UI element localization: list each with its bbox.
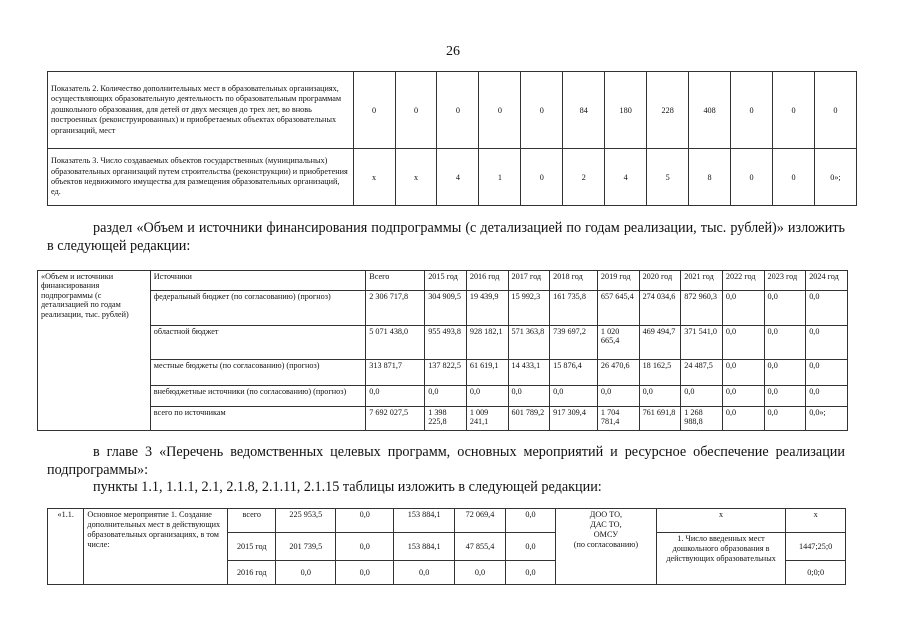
table-cell: 0 — [479, 72, 521, 149]
table-cell: 0,0 — [764, 291, 806, 326]
column-header: Всего — [366, 271, 425, 291]
table-header-row — [38, 271, 848, 291]
table-cell: 0,0»; — [806, 407, 848, 431]
table-cell: 0 — [437, 72, 479, 149]
column-header: 2015 год — [425, 271, 467, 291]
table-cell: 761 691,8 — [639, 407, 681, 431]
table-cell: 225 953,5 — [276, 509, 336, 533]
table-cell: 0,0 — [806, 360, 848, 386]
table-cell: 5 071 438,0 — [366, 326, 425, 360]
table-cell: 137 822,5 — [425, 360, 467, 386]
table-row — [38, 326, 848, 360]
table-cell: 0 — [521, 149, 563, 206]
table-cell: 0,0 — [764, 407, 806, 431]
table-row — [38, 360, 848, 386]
table-cell: 0,0 — [455, 561, 506, 585]
table-cell: 0 — [353, 72, 395, 149]
column-header: 2020 год — [639, 271, 681, 291]
table-cell: 371 541,0 — [681, 326, 723, 360]
table-cell: 84 — [563, 72, 605, 149]
table-cell: 0,0 — [505, 533, 555, 561]
source-label: местные бюджеты (по согласованию) (прогноз) — [150, 360, 365, 386]
table-cell: 19 439,9 — [466, 291, 508, 326]
table-cell: 0,0 — [276, 561, 336, 585]
table-cell: 0,0 — [336, 533, 394, 561]
table-cell: 1 — [479, 149, 521, 206]
table-cell: 0,0 — [764, 360, 806, 386]
table-cell: 571 363,8 — [508, 326, 550, 360]
financing-table — [37, 270, 848, 431]
table-cell: 15 876,4 — [550, 360, 598, 386]
table-cell: 0 — [521, 72, 563, 149]
table-cell: 0,0 — [722, 407, 764, 431]
table-cell: 917 309,4 — [550, 407, 598, 431]
table-cell: 274 034,6 — [639, 291, 681, 326]
table-cell: 0,0 — [466, 386, 508, 407]
table-row — [38, 386, 848, 407]
table-cell: 24 487,5 — [681, 360, 723, 386]
column-header: 2024 год — [806, 271, 848, 291]
paragraph-chapter-3: в главе 3 «Перечень ведомственных целевых программ, основных мероприятий и ресурсное обеспечение реализации подпрограммы»: — [47, 444, 845, 478]
table-row — [38, 291, 848, 326]
table-cell: 0,0 — [639, 386, 681, 407]
table-cell: х — [353, 149, 395, 206]
table-cell: 14 433,1 — [508, 360, 550, 386]
table-cell: 201 739,5 — [276, 533, 336, 561]
table-cell: 872 960,3 — [681, 291, 723, 326]
table-cell: 0 — [731, 149, 773, 206]
table-cell: 61 619,1 — [466, 360, 508, 386]
table-cell: 0,0 — [336, 509, 394, 533]
table-cell: 228 — [647, 72, 689, 149]
table-cell: 955 493,8 — [425, 326, 467, 360]
table-cell: 0,0 — [764, 386, 806, 407]
table-cell: 72 069,4 — [455, 509, 506, 533]
column-header: 2016 год — [466, 271, 508, 291]
period-label: 2015 год — [228, 533, 276, 561]
table-cell: 4 — [437, 149, 479, 206]
table-cell: 0,0 — [764, 326, 806, 360]
source-label: всего по источникам — [150, 407, 365, 431]
table-cell: 180 — [605, 72, 647, 149]
table-cell: х — [395, 149, 437, 206]
executor-line: (по согласованию) — [573, 540, 639, 549]
table-cell: 2 — [563, 149, 605, 206]
table-cell: 0 — [395, 72, 437, 149]
table-cell: 8 — [689, 149, 731, 206]
table-cell: 0»; — [814, 149, 856, 206]
table-cell: 7 692 027,5 — [366, 407, 425, 431]
executor-line: ОМСУ — [593, 530, 619, 539]
table-cell: 1447;25;0 — [786, 533, 846, 561]
table-cell: 1 398 225,8 — [425, 407, 467, 431]
table-cell: 408 — [689, 72, 731, 149]
table-cell: 47 855,4 — [455, 533, 506, 561]
table-cell: 0,0 — [806, 291, 848, 326]
table-cell: 153 884,1 — [394, 533, 455, 561]
financing-row-label: «Объем и источники финансирования подпрограммы (с детализацией по годам реализации, тыс. рублей) — [38, 271, 151, 431]
table-row — [48, 72, 857, 149]
column-header: 2018 год — [550, 271, 598, 291]
table-cell: 1 704 781,4 — [597, 407, 639, 431]
column-header: Источники — [150, 271, 365, 291]
table-cell: 0,0 — [597, 386, 639, 407]
executor-cell — [556, 509, 657, 585]
table-cell: 928 182,1 — [466, 326, 508, 360]
column-header: 2022 год — [722, 271, 764, 291]
table-cell: 0,0 — [722, 326, 764, 360]
source-label: областной бюджет — [150, 326, 365, 360]
indicator-label: Показатель 2. Количество дополнительных мест в образовательных организациях, осуществляющих образовательную деятельность по образовательным программам дошкольного образования, для детей от двух месяцев до трех лет, во вновь построенных (реконструированных) и приобретаемых объектах образовательных организаций, мест — [48, 72, 354, 149]
table-cell: 1 020 665,4 — [597, 326, 639, 360]
table-cell: 5 — [647, 149, 689, 206]
indicator-label: Показатель 3. Число создаваемых объектов государственных (муниципальных) образовательных организаций путем строительства (реконструкции) и приобретения объектов недвижимого имущества для размещения образовательных организаций, ед. — [48, 149, 354, 206]
table-cell: х — [656, 509, 785, 533]
activity-number: «1.1. — [48, 509, 84, 585]
table-cell: 304 909,5 — [425, 291, 467, 326]
table-cell: 0,0 — [806, 386, 848, 407]
table-cell: 0,0 — [722, 291, 764, 326]
table-cell: х — [786, 509, 846, 533]
table-cell: 0,0 — [722, 360, 764, 386]
table-cell: 0,0 — [681, 386, 723, 407]
table-cell: 1 268 988,8 — [681, 407, 723, 431]
table-cell: 4 — [605, 149, 647, 206]
table-row — [38, 407, 848, 431]
table-cell: 0,0 — [336, 561, 394, 585]
executor-line: ДАС ТО, — [590, 520, 622, 529]
table-cell: 657 645,4 — [597, 291, 639, 326]
indicator-text: 1. Число введенных мест дошкольного образования в действующих образовательных — [656, 533, 785, 585]
table-cell: 0;0;0 — [786, 561, 846, 585]
table-cell: 0,0 — [505, 509, 555, 533]
column-header: 2021 год — [681, 271, 723, 291]
table-row — [48, 509, 846, 533]
table-cell: 313 871,7 — [366, 360, 425, 386]
paragraph-points: пункты 1.1, 1.1.1, 2.1, 2.1.8, 2.1.11, 2.1.15 таблицы изложить в следующей редакции: — [93, 479, 602, 495]
table-cell: 0,0 — [806, 326, 848, 360]
table-cell: 0,0 — [505, 561, 555, 585]
activity-name: Основное мероприятие 1. Создание дополнительных мест в действующих образовательных организациях, в том числе: — [84, 509, 228, 585]
table-cell: 1 009 241,1 — [466, 407, 508, 431]
table-cell: 0,0 — [508, 386, 550, 407]
table-cell: 2 306 717,8 — [366, 291, 425, 326]
column-header: 2023 год — [764, 271, 806, 291]
paragraph-section-change: раздел «Объем и источники финансирования подпрограммы (с детализацией по годам реализации, тыс. рублей)» изложить в следующей редакции: — [47, 220, 845, 254]
table-cell: 469 494,7 — [639, 326, 681, 360]
table-cell: 0,0 — [425, 386, 467, 407]
source-label: федеральный бюджет (по согласованию) (прогноз) — [150, 291, 365, 326]
table-cell: 0 — [773, 149, 815, 206]
table-cell: 0 — [773, 72, 815, 149]
page-number: 26 — [446, 44, 460, 59]
indicators-table — [47, 71, 857, 206]
table-cell: 0 — [731, 72, 773, 149]
table-cell: 0,0 — [550, 386, 598, 407]
period-label: всего — [228, 509, 276, 533]
column-header: 2017 год — [508, 271, 550, 291]
table-cell: 161 735,8 — [550, 291, 598, 326]
table-cell: 739 697,2 — [550, 326, 598, 360]
table-cell: 0,0 — [722, 386, 764, 407]
table-cell: 153 884,1 — [394, 509, 455, 533]
period-label: 2016 год — [228, 561, 276, 585]
source-label: внебюджетные источники (по согласованию) (прогноз) — [150, 386, 365, 407]
table-cell: 0,0 — [366, 386, 425, 407]
table-cell: 0 — [814, 72, 856, 149]
column-header: 2019 год — [597, 271, 639, 291]
table-cell: 18 162,5 — [639, 360, 681, 386]
table-cell: 0,0 — [394, 561, 455, 585]
table-cell: 15 992,3 — [508, 291, 550, 326]
executor-line: ДОО ТО, — [589, 510, 623, 519]
table-cell: 601 789,2 — [508, 407, 550, 431]
table-cell: 26 470,6 — [597, 360, 639, 386]
table-row — [48, 149, 857, 206]
activities-table — [47, 508, 846, 585]
